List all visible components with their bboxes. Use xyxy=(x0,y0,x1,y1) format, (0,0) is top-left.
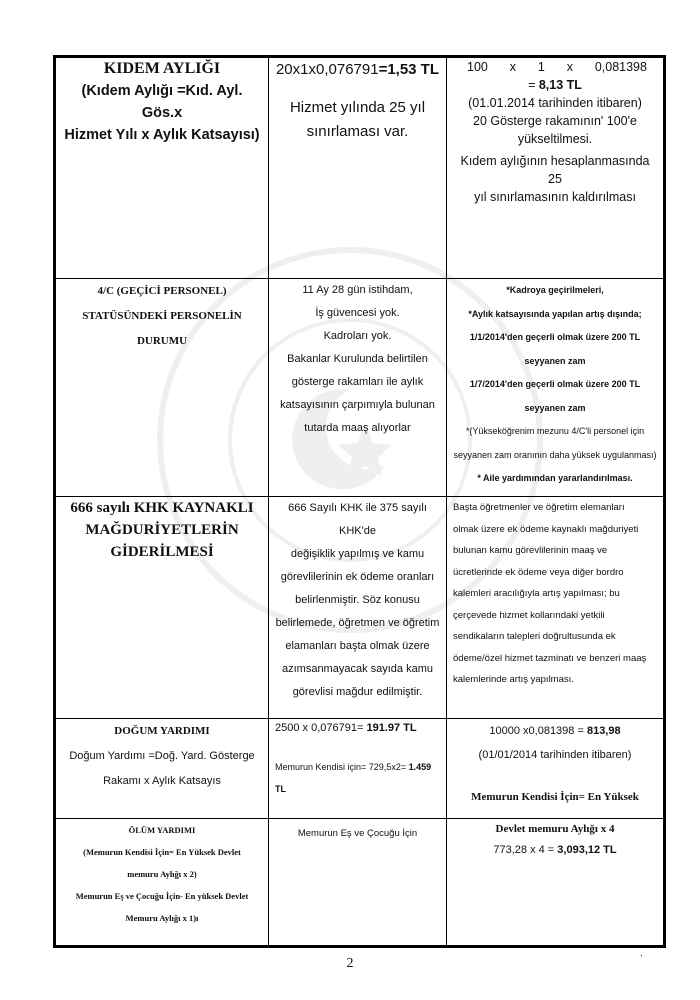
formula: 2500 x 0,076791= 191.97 TL xyxy=(275,722,417,734)
demand-cell: Başta öğretmenler ve öğretim elemanları olmak üzere ek ödeme kaynaklı mağduriyeti bulunan kamu görevlilerinin maaş ve ücretlerinde ek ödeme veya diğer bordro kalemleri aracılığıyla artış yapılması; bu çerçevede hizmet kollarındaki yetkili sendikaların talepleri doğrultusunda ek ödeme/özel hizmet tazminatı ve benzeri maaş kalemlerinde artış yapılması. xyxy=(447,497,665,719)
row-title: KIDEM AYLIĞI xyxy=(103,60,221,77)
demand-cell: 100 x 1 x 0,081398 = 8,13 TL (01.01.2014 tarihinden itibaren) 20 Gösterge rakamının' 100'e yükseltilmesi. Kıdem aylığının hesaplanmasında 25 yıl sınırlamasının kaldırılması xyxy=(447,57,665,279)
table-row xyxy=(55,279,665,497)
formula: 773,28 x 4 = 3,093,12 TL xyxy=(493,844,617,856)
current-status-cell: 20x1x0,076791=1,53 TL Hizmet yılında 25 yıl sınırlaması var. xyxy=(269,57,447,279)
table-row xyxy=(55,57,665,279)
row-label-death-allowance: ÖLÜM YARDIMI (Memurun Kendisi İçin= En Yüksek Devlet memuru Aylığı x 2) Memurun Eş ve Çocuğu İçin- En yüksek Devlet Memuru Aylığı x 1)ı xyxy=(55,819,269,947)
current-status-cell: Memurun Eş ve Çocuğu İçin xyxy=(269,819,447,947)
table-row xyxy=(55,497,665,719)
current-status-cell: 11 Ay 28 gün istihdam, İş güvencesi yok. Kadroları yok. Bakanlar Kurulunda belirtilen gösterge rakamları ile aylık katsayısının çarpımıyla bulunan tutarda maaş alıyorlar xyxy=(269,279,447,497)
current-status-cell: 2500 x 0,076791= 191.97 TL Memurun Kendisi için= 729,5x2= 1.459 TL xyxy=(269,719,447,819)
demand-cell: 10000 x0,081398 = 813,98 (01/01/2014 tarihinden itibaren) Memurun Kendisi İçin= En Yüksek xyxy=(447,719,665,819)
row-title: ÖLÜM YARDIMI xyxy=(128,825,196,835)
row-label-birth-allowance: DOĞUM YARDIMI Doğum Yardımı =Doğ. Yard. Gösterge Rakamı x Aylık Katsayıs xyxy=(55,719,269,819)
row-label-temporary-staff: 4/C (GEÇİCİ PERSONEL) STATÜSÜNDEKİ PERSONELİN DURUMU xyxy=(55,279,269,497)
row-title: DOĞUM YARDIMI xyxy=(114,725,210,737)
demand-cell: Devlet memuru Aylığı x 4 773,28 x 4 = 3,093,12 TL xyxy=(447,819,665,947)
page-dot: . xyxy=(640,948,643,959)
formula: 100 x 1 x 0,081398 xyxy=(467,60,647,74)
current-status-cell: 666 Sayılı KHK ile 375 sayılı KHK'de değişiklik yapılmış ve kamu görevlilerinin ek ödeme oranları belirlenmiştir. Söz konusu belirlemede, öğretmen ve öğretim elamanları başta olmak üzere azımsanmayacak sayıda kamu görevlisi mağdur edilmiştir. xyxy=(269,497,447,719)
demand-cell: *Kadroya geçirilmeleri, *Aylık katsayısında yapılan artış dışında; 1/1/2014'den geçerli olmak üzere 200 TL seyyanen zam 1/7/2014'den geçerli olmak üzere 200 TL seyyanen zam *(Yükseköğrenim mezunu 4/C'li personel için seyyanen zam oranının daha yüksek uygulanması) * Aile yardımından yararlandırılması. xyxy=(447,279,665,497)
row-label-khk-666: 666 sayılı KHK KAYNAKLI MAĞDURİYETLERİN GİDERİLMESİ xyxy=(55,497,269,719)
row-label-seniority: KIDEM AYLIĞI (Kıdem Aylığı =Kıd. Ayl. Gös.x Hizmet Yılı x Aylık Katsayısı) xyxy=(55,57,269,279)
benefits-table xyxy=(53,55,666,948)
table-row xyxy=(55,719,665,819)
formula: 20x1x0,076791=1,53 TL xyxy=(275,61,440,78)
row-title: 4/C (GEÇİCİ PERSONEL) xyxy=(97,285,227,297)
formula: 10000 x0,081398 = 813,98 xyxy=(489,725,621,737)
page-number: 2 xyxy=(346,956,354,971)
row-title: 666 sayılı KHK KAYNAKLI xyxy=(70,500,254,516)
table-row xyxy=(55,819,665,947)
